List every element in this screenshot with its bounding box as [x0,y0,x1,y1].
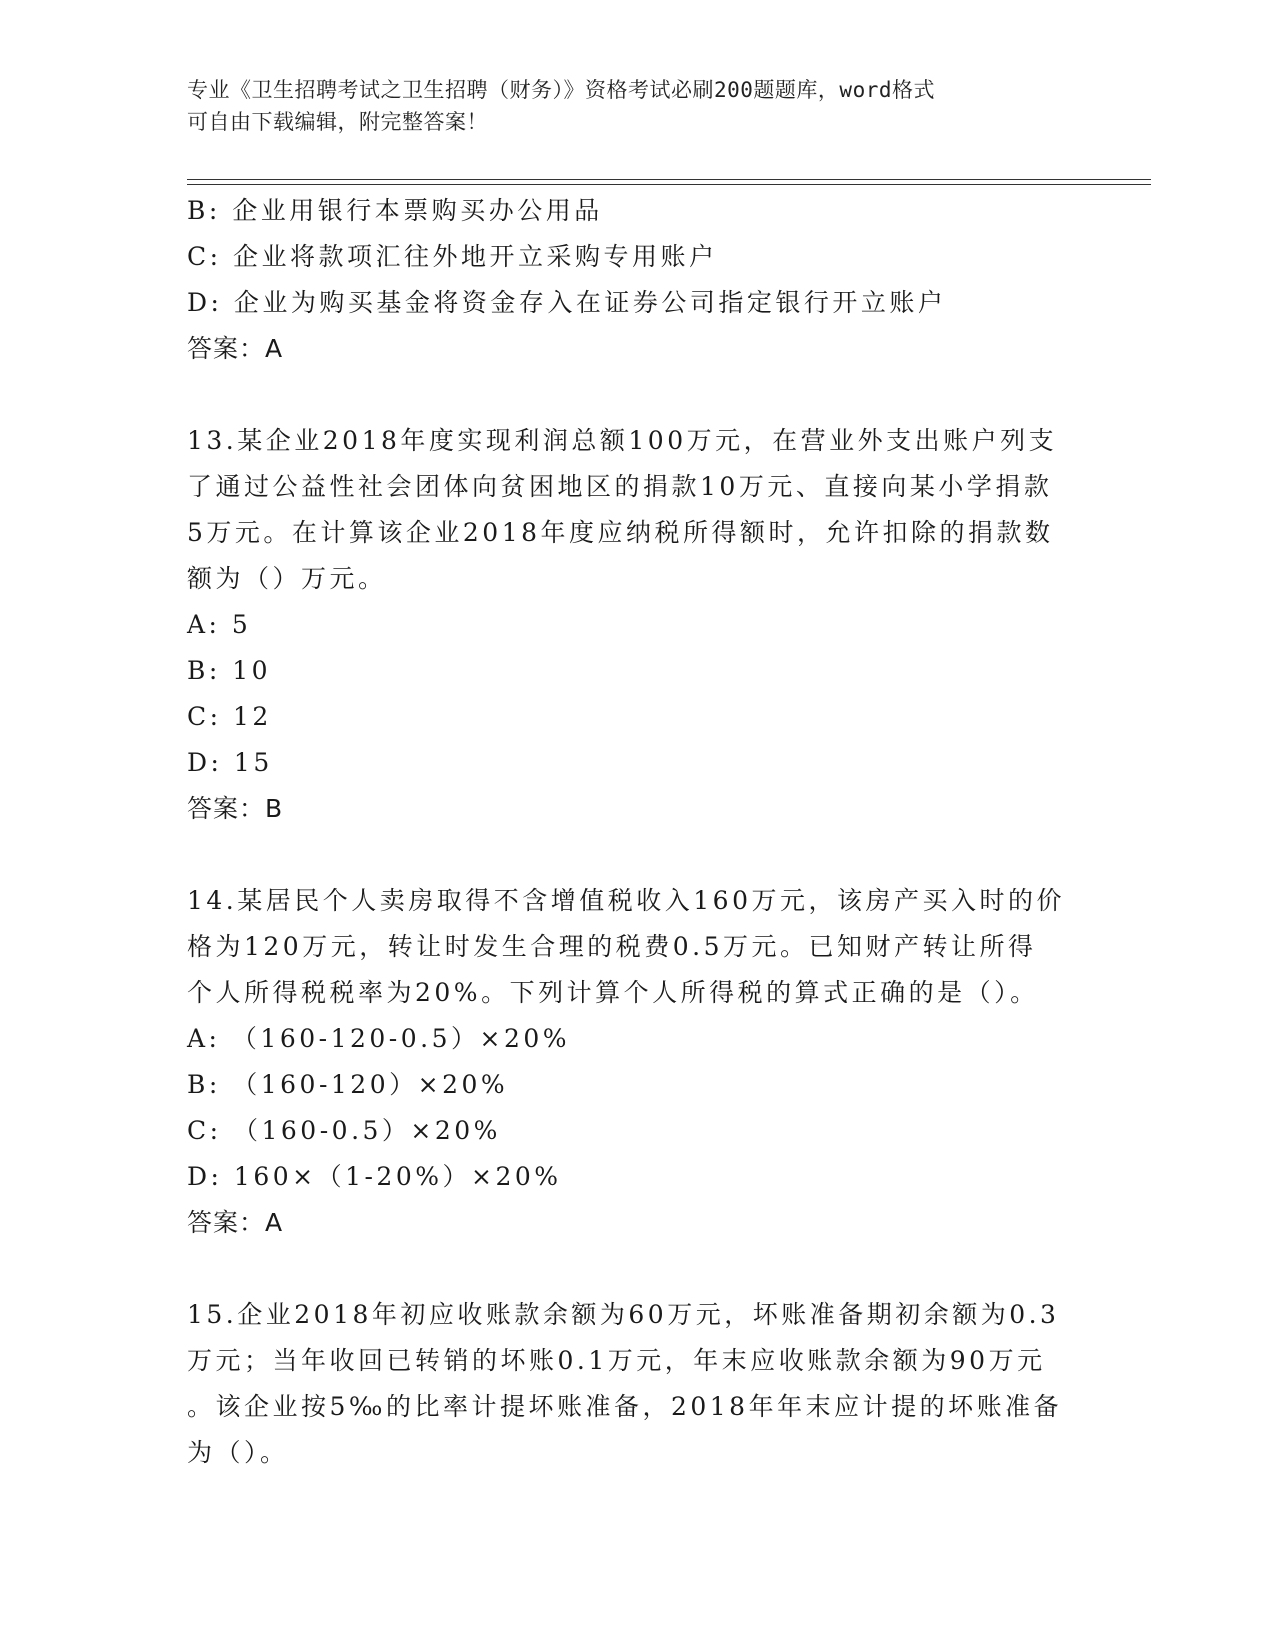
option-c: C: 企业将款项汇往外地开立采购专用账户 [187,242,718,271]
option-c: C: （160-0.5）×20% [187,1116,501,1145]
question-stem-line: 15.企业2018年初应收账款余额为60万元，坏账准备期初余额为0.3 [187,1300,1060,1329]
question-stem-line: 为（）。 [187,1438,289,1467]
question-stem-line: 5万元。在计算该企业2018年度应纳税所得额时，允许扣除的捐款数 [187,518,1054,547]
answer-line: 答案：A [187,1208,284,1237]
question-stem-line: 了通过公益性社会团体向贫困地区的捐款10万元、直接向某小学捐款 [187,472,1053,501]
answer-line: 答案：A [187,334,284,363]
question-stem-line: 格为120万元，转让时发生合理的税费0.5万元。已知财产转让所得 [187,932,1037,961]
option-b: B: 企业用银行本票购买办公用品 [187,196,603,225]
option-b: B: 10 [187,656,272,685]
header-rule-bottom [187,184,1151,185]
question-stem-line: 万元；当年收回已转销的坏账0.1万元，年末应收账款余额为90万元 [187,1346,1046,1375]
question-content [187,188,1087,1476]
question-13 [187,418,1087,832]
option-a: A: （160-120-0.5）×20% [187,1024,571,1053]
header-line-1: 专业《卫生招聘考试之卫生招聘（财务）》资格考试必刷200题题库，word格式 [187,78,935,102]
question-stem-line: 14.某居民个人卖房取得不含增值税收入160万元，该房产买入时的价 [187,886,1065,915]
option-d: D: 企业为购买基金将资金存入在证券公司指定银行开立账户 [187,288,947,317]
option-d: D: 15 [187,748,273,777]
spacer [187,832,1087,878]
option-a: A: 5 [187,610,252,639]
question-stem-line: 。该企业按5‰的比率计提坏账准备，2018年年末应计提的坏账准备 [187,1392,1063,1421]
header-line-2: 可自由下载编辑，附完整答案！ [187,110,488,134]
question-stem-line: 13.某企业2018年度实现利润总额100万元，在营业外支出账户列支 [187,426,1058,455]
question-15 [187,1292,1087,1476]
spacer [187,372,1087,418]
header-rule-top [187,179,1151,180]
answer-line: 答案：B [187,794,284,823]
option-b: B: （160-120）×20% [187,1070,509,1099]
question-stem-line: 个人所得税税率为20%。下列计算个人所得税的算式正确的是（）。 [187,978,1039,1007]
option-d: D: 160×（1-20%）×20% [187,1162,562,1191]
question-12-tail [187,188,1087,372]
spacer [187,1246,1087,1292]
question-14 [187,878,1087,1246]
question-stem-line: 额为（）万元。 [187,564,387,593]
option-c: C: 12 [187,702,272,731]
document-header [187,74,1087,138]
